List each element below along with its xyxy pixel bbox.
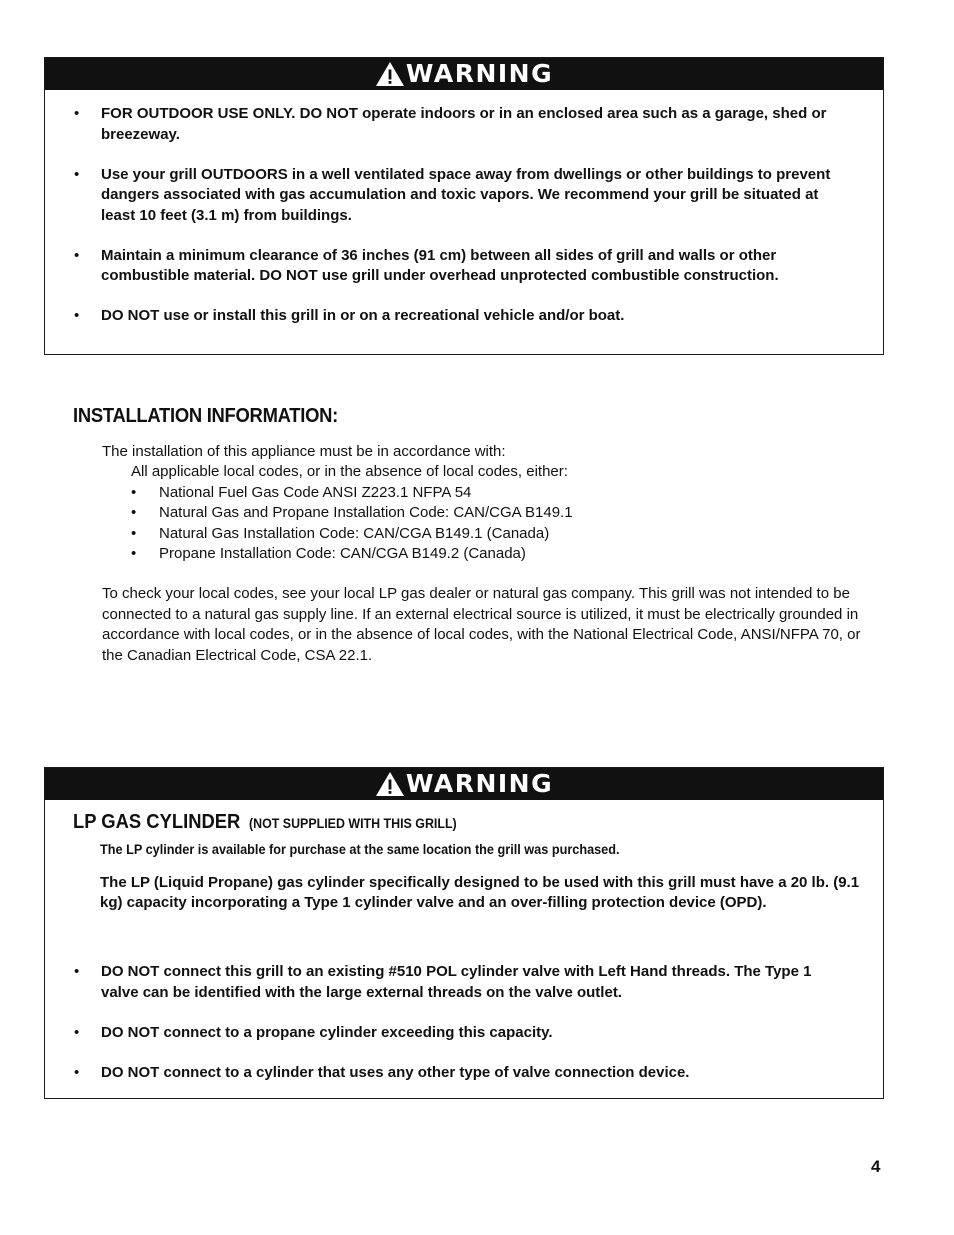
installation-heading: INSTALLATION INFORMATION: [73, 405, 338, 427]
list-item: • DO NOT use or install this grill in or on a recreational vehicle and/or boat. [74, 307, 625, 324]
installation-intro: The installation of this appliance must be in accordance with: [102, 443, 506, 460]
list-item: • Natural Gas and Propane Installation Code: CAN/CGA B149.1 [131, 504, 573, 522]
code-list [102, 483, 862, 565]
list-item: • DO NOT connect this grill to an existing #510 POL cylinder valve with Left Hand threads. The Type 1 valve can be identified with the large external threads on the valve outlet. [74, 963, 812, 1001]
list-item: • Use your grill OUTDOORS in a well ventilated space away from dwellings or other buildings to prevent dangers associated with gas accumulation and toxic vapors. We recommend your grill be situated at least 10 feet (3.1 m) from buildings. [74, 165, 831, 224]
warning-triangle-icon [375, 771, 405, 797]
installation-sub-intro: All applicable local codes, or in the absence of local codes, either: [131, 463, 568, 481]
page-number: 4 [871, 1157, 881, 1176]
warning-title: WARNING [405, 59, 554, 88]
lp-cylinder-heading [73, 811, 475, 834]
warning-header [45, 768, 883, 800]
warning-list [45, 962, 883, 1103]
warning-title: WARNING [405, 769, 554, 798]
warning-triangle-icon [375, 61, 405, 87]
list-item: • DO NOT connect to a cylinder that uses any other type of valve connection device. [74, 1063, 690, 1081]
lp-heading-sub: (NOT SUPPLIED WITH THIS GRILL) [249, 816, 458, 831]
list-item: • National Fuel Gas Code ANSI Z223.1 NFPA 54 [131, 483, 472, 501]
lp-heading-main: LP GAS CYLINDER [73, 811, 241, 833]
list-item: • Natural Gas Installation Code: CAN/CGA B149.1 (Canada) [131, 524, 550, 542]
warning-list [45, 90, 883, 327]
list-item: • Propane Installation Code: CAN/CGA B149.2 (Canada) [131, 545, 526, 563]
list-item: • DO NOT connect to a propane cylinder exceeding this capacity. [74, 1023, 553, 1041]
list-item: • FOR OUTDOOR USE ONLY. DO NOT operate indoors or in an enclosed area such as a garage, shed or breezeway. [74, 105, 827, 143]
installation-body [102, 442, 862, 666]
lp-description: The LP (Liquid Propane) gas cylinder specifically designed to be used with this grill must have a 20 lb. (9.1 kg) capacity incorporating a Type 1 cylinder valve and an over-filling protection device (OPD). [100, 874, 860, 911]
list-item: • Maintain a minimum clearance of 36 inches (91 cm) between all sides of grill and walls or other combustible material. DO NOT use grill under overhead unprotected combustible construction. [74, 246, 779, 284]
installation-paragraph: To check your local codes, see your local LP gas dealer or natural gas company. This grill was not intended to be connected to a natural gas supply line. If an external electrical source is utilized, it must be electrically grounded in accordance with local codes, or in the absence of local codes, with the National Electrical Code, ANSI/NFPA 70, or the Canadian Electrical Code, CSA 22.1. [102, 585, 861, 664]
warning-box-outdoor-use [44, 57, 884, 355]
lp-note: The LP cylinder is available for purchase at the same location the grill was purchased. [100, 842, 620, 857]
warning-header [45, 58, 883, 90]
